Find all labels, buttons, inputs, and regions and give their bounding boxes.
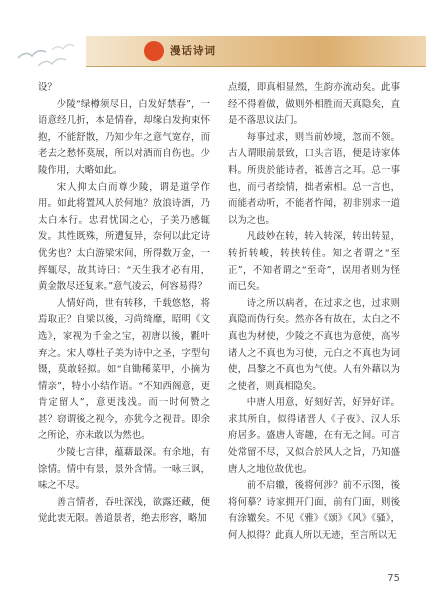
paragraph: 少陵七言律，蕴藉最深。有余地，有馀情。情中有景，景外含情。一咏三讽，味之不尽。	[38, 447, 210, 492]
paragraph: 点缀，即真相显然，生韵亦流动矣。此事经不得着做，做则外相胜而天真隐矣，直是不落思议法门。	[228, 82, 400, 127]
right-column	[228, 80, 400, 545]
paragraph: 少陵“绿樽须尽日，白发好禁春”，一语意经几折，本是情眷，却缘白发拘束怀抱，不能舒散，乃知少年之意气宽存，而老去之愁怀莫展，所以对酒而自伤也。少陵作用，大略如此。	[38, 98, 210, 176]
paragraph: 善言情者，吞吐深浅，欲露还藏，便觉此衷无限。善道景者，绝去形容，略加	[38, 496, 210, 525]
left-column	[38, 80, 210, 528]
paragraph: 凡歧妙在转，转入转深，转出转显，转折转峻，转挟转佳。知之者谓之“至正”，不知者谓之“至奇”，误用者则为怪而已矣。	[228, 231, 400, 293]
section-header	[86, 36, 426, 67]
section-emblem-icon	[144, 41, 164, 61]
flying-cranes-icon	[8, 36, 88, 76]
paragraph: 每事过求，则当前妙境，忽而不领。古人谓眼前景致，口头言语，便是诗家体料。所贵於能诗者，祗善言之耳。总一事也，而弓者绘情，拙者索相。总一言也，而能者动听，不能者忤闻，初非别求一道以为之也。	[228, 131, 400, 226]
section-title: 漫话诗词	[170, 45, 216, 57]
paragraph: 前不启辙，後将何涉？前不示图，後将何摹？诗家拥开门面，前有门面，则後有涂辙矣。不见《雅》《颂》《风》《骚》，何人拟得？此真人所以无迹，至言所以无	[228, 480, 400, 542]
paragraph: 诗之所以病者，在过求之也，过求则真隐而伪行矣。然亦各有故在，太白之不真也为材使，少陵之不真也为意使，高岑诸人之不真也为习使，元白之不真也为词使，昌黎之不真也为气使。人有外藉以为之使者，则真相隐矣。	[228, 297, 400, 392]
paragraph: 中唐人用意，好刻好苦，好异好详。求其所自，似得诸晋人《子夜》、汉人乐府居多。盛唐人寄趣，在有无之间。可言处常留不尽，又似合於风人之旨，乃知盛唐人之地位故优也。	[228, 397, 400, 475]
page-number: 75	[387, 573, 400, 584]
paragraph: 设？	[38, 82, 57, 93]
paragraph: 宋人抑太白而尊少陵，谓是道学作用。如此将置风人於何地？放浪诗酒，乃太白本行。忠君忧国之心，子美乃感辄发。其性既殊，所遭复异，奈何以此定诗优劣也？太白游梁宋间，所得数万金，一挥辄尽，故其诗曰：“天生我才必有用，黄金散尽还复来。”意气凌云，何容易得？	[38, 181, 210, 293]
paragraph: 人情好尚，世有转移，千载悠悠，将焉取正？自梁以後，习尚绮靡，昭明《文选》，家视为千金之宝，初唐以後，氍叶弃之。宋人尊杜子美为诗中之圣，字型句镊，莫敢轻拟。如“自锄稀菜甲，小摘为情亲”，特小小结作语。“不知西阁意，更肯定留人”，意更浅浅。而一时何赞之甚？窃谓後之视今，亦犹今之视昔。即余之所论，亦未敢以为然也。	[38, 297, 210, 442]
